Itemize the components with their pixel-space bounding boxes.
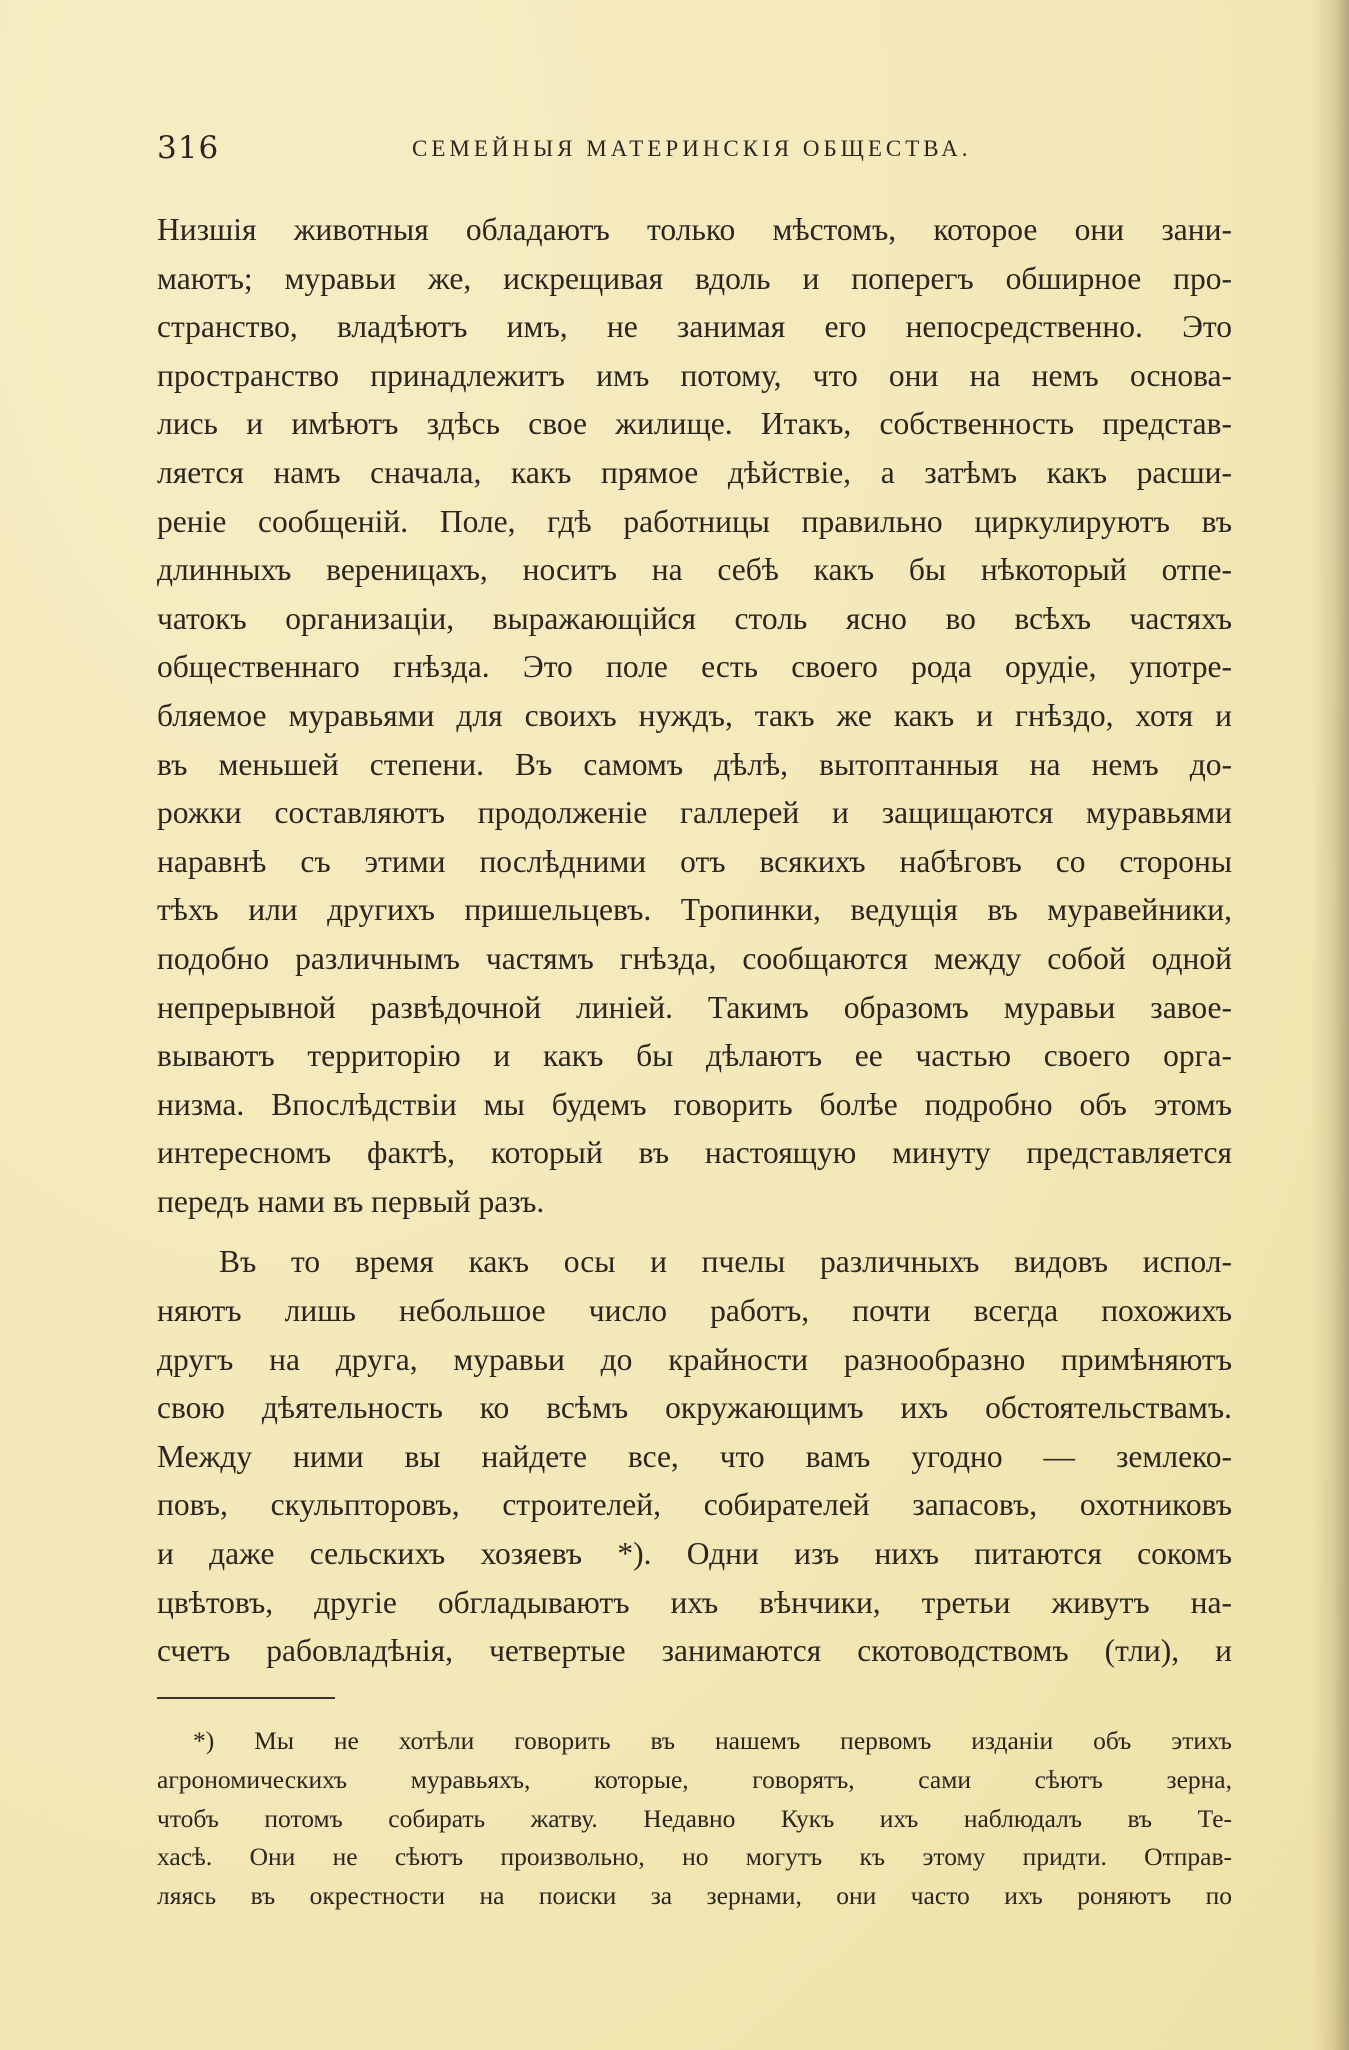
text-line: общественнаго гнѣзда. Это поле есть своего рода орудіе, употре- [157, 649, 1232, 685]
text-line: ляется намъ сначала, какъ прямое дѣйствіе, а затѣмъ какъ расши- [157, 454, 1232, 490]
text-line: счетъ рабовладѣнія, четвертые занимаются скотоводствомъ (тли), и [157, 1633, 1232, 1669]
footnote-line: агрономическихъ муравьяхъ, которые, говорятъ, сами сѣютъ зерна, [157, 1764, 1232, 1794]
text-line: цвѣтовъ, другіе обгладываютъ ихъ вѣнчики, третьи живутъ на- [157, 1584, 1232, 1620]
paragraph-gap [157, 1226, 1232, 1238]
binding-shadow [1311, 0, 1349, 2050]
paragraph-2 [157, 1238, 1232, 1675]
paragraph-1 [157, 206, 1232, 1226]
text-line: интересномъ фактѣ, который въ настоящую минуту представляется [157, 1135, 1232, 1171]
text-line: реніе сообщеній. Поле, гдѣ работницы правильно циркулируютъ въ [157, 503, 1232, 539]
text-line: лись и имѣютъ здѣсь свое жилище. Итакъ, собственность представ- [157, 406, 1232, 442]
footnote-line: хасѣ. Они не сѣютъ произвольно, но могутъ къ этому придти. Отправ- [157, 1842, 1232, 1872]
text-line: рожки составляютъ продолженіе галлерей и защищаются муравьями [157, 795, 1232, 831]
text-line: Между ними вы найдете все, что вамъ угодно — землеко- [157, 1438, 1232, 1474]
text-line: чатокъ организаціи, выражающійся столь ясно во всѣхъ частяхъ [157, 600, 1232, 636]
text-line: повъ, скульпторовъ, строителей, собирателей запасовъ, охотниковъ [157, 1487, 1232, 1523]
text-line: маютъ; муравьи же, искрещивая вдоль и поперегъ обширное про- [157, 260, 1232, 296]
text-line: и даже сельскихъ хозяевъ *). Одни изъ нихъ питаются сокомъ [157, 1536, 1232, 1572]
text-line: тѣхъ или другихъ пришельцевъ. Тропинки, ведущія въ муравейники, [157, 892, 1232, 928]
text-line: пространство принадлежитъ имъ потому, что они на немъ основа- [157, 357, 1232, 393]
text-line: длинныхъ вереницахъ, носитъ на себѣ какъ бы нѣкоторый отпе- [157, 552, 1232, 588]
text-line: странство, владѣютъ имъ, не занимая его непосредственно. Это [157, 309, 1232, 345]
text-line: бляемое муравьями для своихъ нуждъ, такъ же какъ и гнѣздо, хотя и [157, 697, 1232, 733]
text-line: наравнѣ съ этими послѣдними отъ всякихъ набѣговъ со стороны [157, 843, 1232, 879]
footnote-rule [157, 1697, 335, 1699]
footnote [157, 1722, 1232, 1916]
text-line: Въ то время какъ осы и пчелы различныхъ видовъ испол- [219, 1244, 1232, 1280]
text-line: подобно различнымъ частямъ гнѣзда, сообщаются между собой одной [157, 940, 1232, 976]
text-line: въ меньшей степени. Въ самомъ дѣлѣ, вытоптанныя на немъ до- [157, 746, 1232, 782]
page-number: 316 [157, 130, 220, 166]
running-title: СЕМЕЙНЫЯ МАТЕРИНСКІЯ ОБЩЕСТВА. [412, 136, 972, 161]
text-line: свою дѣятельность ко всѣмъ окружающимъ ихъ обстоятельствамъ. [157, 1390, 1232, 1426]
text-line: низма. Впослѣдствіи мы будемъ говорить болѣе подробно объ этомъ [157, 1086, 1232, 1122]
text-line: Низшія животныя обладаютъ только мѣстомъ, которое они зани- [157, 212, 1232, 247]
text-line: другъ на друга, муравьи до крайности разнообразно примѣняютъ [157, 1341, 1232, 1377]
body-text [157, 206, 1232, 1676]
page-header [157, 128, 1232, 168]
text-line: няютъ лишь небольшое число работъ, почти всегда похожихъ [157, 1293, 1232, 1329]
footnote-line: чтобъ потомъ собирать жатву. Недавно Кукъ ихъ наблюдалъ въ Те- [157, 1803, 1232, 1833]
text-line: непрерывной развѣдочной линіей. Такимъ образомъ муравьи завое- [157, 989, 1232, 1025]
text-line: передъ нами въ первый разъ. [157, 1183, 545, 1219]
footnote-line: ляясь въ окрестности на поиски за зернами, они часто ихъ роняютъ по [157, 1881, 1232, 1911]
footnote-line: *) Мы не хотѣли говорить въ нашемъ первомъ изданіи объ этихъ [193, 1726, 1232, 1755]
text-line: вываютъ территорію и какъ бы дѣлаютъ ее частью своего орга- [157, 1038, 1232, 1074]
